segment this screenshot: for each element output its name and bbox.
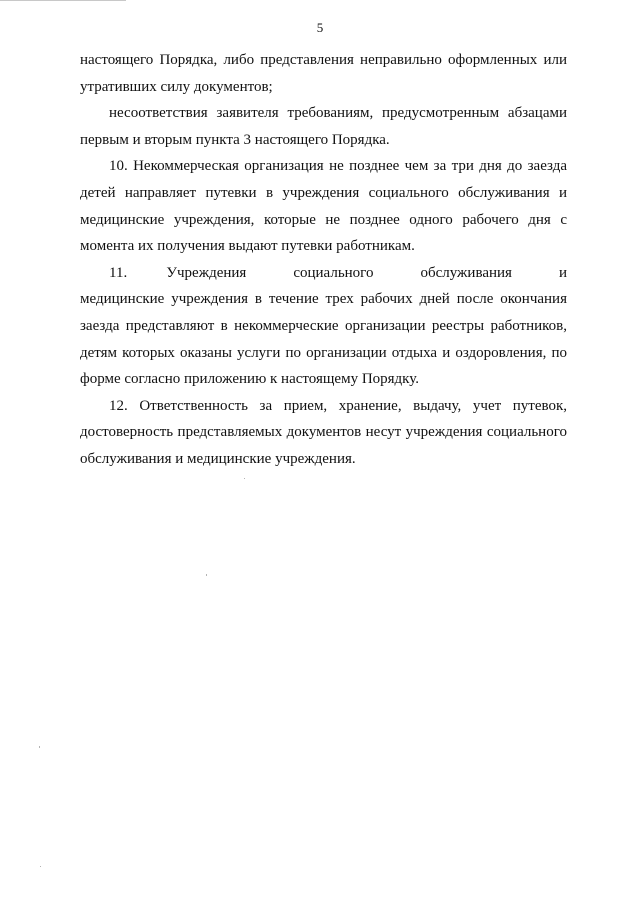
paragraph-nonconformity: несоответствия заявителя требованиям, предусмотренным абзацами первым и вторым пункта 3 настоящего Порядка. (80, 105, 567, 148)
paragraph-continuation: настоящего Порядка, либо представления неправильно оформленных или утративших силу документов; (80, 52, 567, 95)
scan-speck (244, 478, 245, 479)
paragraph-item-12: 12. Ответственность за прием, хранение, выдачу, учет путевок, достоверность представляемых документов несут учреждения социального обслуживания и медицинские учреждения. (80, 397, 567, 467)
document-body (80, 47, 590, 473)
page-number: 5 (316, 20, 324, 35)
scan-speck (40, 866, 41, 867)
scan-speck (206, 574, 207, 576)
scan-speck (39, 746, 40, 748)
paragraph-item-11: 11. Учреждения социального обслуживания и медицинские учреждения в течение трех рабочих дней после окончания заезда представляют в некоммерческие организации реестры работников, детям которых оказаны услуги по организации отдыха и оздоровления, по форме согласно приложению к настоящему Порядку. (80, 264, 590, 388)
scan-edge-mark (0, 0, 126, 1)
paragraph-item-10: 10. Некоммерческая организация не позднее чем за три дня до заезда детей направляет путевки в учреждения социального обслуживания и медицинские учреждения, которые не позднее одного рабочего дня с момента их получения выдают путевки работникам. (80, 158, 567, 255)
